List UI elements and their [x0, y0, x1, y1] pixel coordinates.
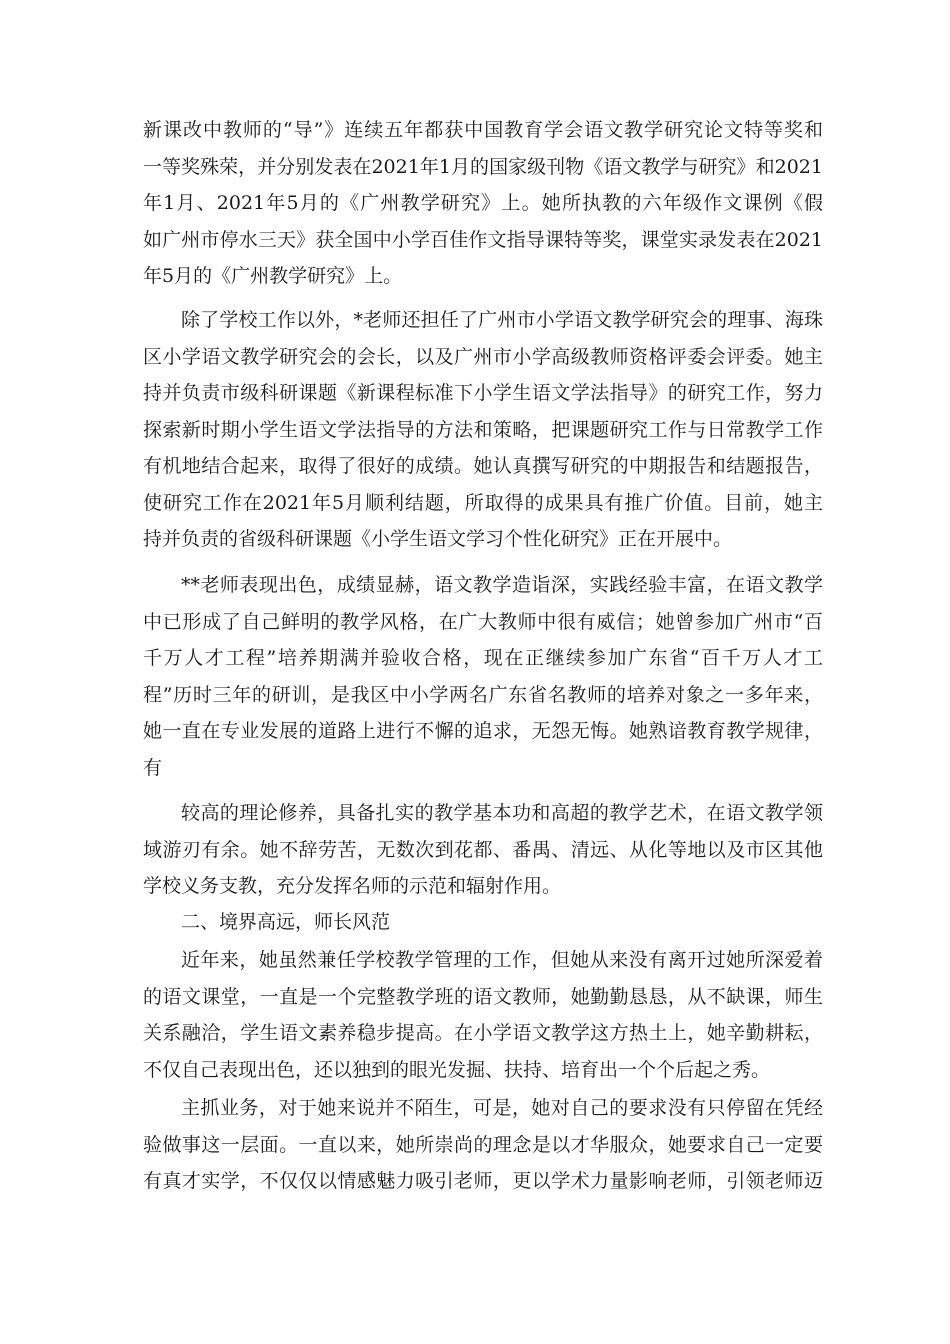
text-line: 关系融洽，学生语文素养稳步提高。在小学语文教学这方热土上，她辛勤耕耘， — [143, 1022, 823, 1044]
text-line: 域游刃有余。她不辞劳苦，无数次到花都、番禺、清远、从化等地以及市区其他 — [143, 838, 823, 861]
text-line: 她一直在专业发展的道路上进行不懈的追求，无怨无悔。她熟谙教育教学规律， — [143, 720, 823, 742]
paragraph-volunteer-teaching — [143, 795, 823, 905]
text-line: 学校义务支教，充分发挥名师的示范和辐射作用。 — [143, 875, 562, 897]
text-line: 有真才实学，不仅仅以情感魅力吸引老师，更以学术力量影响老师，引领老师迈 — [143, 1170, 823, 1192]
text-line: 不仅自己表现出色，还以独到的眼光发掘、扶持、培育出一个个后起之秀。 — [143, 1058, 771, 1081]
section-heading — [143, 904, 823, 941]
text-line: 千万人才工程”培养期满并验收合格，现在正继续参加广东省“百千万人才工 — [143, 647, 823, 669]
text-line: 程”历时三年的研训，是我区中小学两名广东省名教师的培养对象之一多年来， — [143, 683, 823, 706]
text-line: 持并负责市级科研课题《新课程标准下小学生语文学法指导》的研究工作，努力 — [143, 382, 823, 404]
text-line: 的语文课堂，一直是一个完整教学班的语文教师，她勤勤恳恳，从不缺课，师生 — [143, 985, 823, 1008]
text-line: **老师表现出色，成绩显赫，语文教学造诣深，实践经验丰富，在语文教学 — [181, 574, 823, 596]
paragraph-research-roles — [143, 302, 823, 558]
text-line: 验做事这一层面。一直以来，她所崇尚的理念是以才华服众，她要求自己一定要 — [143, 1133, 823, 1156]
paragraph-award-publications — [143, 112, 823, 295]
text-line: 年1月、2021年5月的《广州教学研究》上。她所执教的六年级作文课例《假 — [143, 192, 823, 214]
text-line: 新课改中教师的“导”》连续五年都获中国教育学会语文教学研究论文特等奖和 — [143, 119, 823, 141]
paragraph-academic-leadership — [143, 1090, 823, 1200]
text-line: 有 — [143, 756, 163, 779]
text-line: 除了学校工作以外，*老师还担任了广州市小学语文教学研究会的理事、海珠 — [181, 309, 823, 331]
text-line: 年5月的《广州教学研究》上。 — [143, 265, 403, 287]
text-line: 有机地结合起来，取得了很好的成绩。她认真撰写研究的中期报告和结题报告， — [143, 455, 823, 477]
text-line: 探索新时期小学生语文学法指导的方法和策略，把课题研究工作与日常教学工作 — [143, 418, 823, 441]
text-line: 较高的理论修养，具备扎实的教学基本功和高超的教学艺术，在语文教学领 — [181, 802, 823, 824]
text-line: 主抓业务，对于她来说并不陌生，可是，她对自己的要求没有只停留在凭经 — [181, 1097, 823, 1119]
text-line: 如广州市停水三天》获全国中小学百佳作文指导课特等奖，课堂实录发表在2021 — [143, 228, 823, 251]
text-line: 近年来，她虽然兼任学校教学管理的工作，但她从来没有离开过她所深爱着 — [181, 949, 823, 971]
text-line: 中已形成了自己鲜明的教学风格，在广大教师中很有威信；她曾参加广州市“百 — [143, 610, 823, 633]
text-line: 使研究工作在2021年5月顺利结题，所取得的成果具有推广价值。目前，她主 — [143, 491, 823, 514]
text-line: 区小学语文教学研究会的会长，以及广州市小学高级教师资格评委会评委。她主 — [143, 345, 823, 368]
text-line: 一等奖殊荣，并分别发表在2021年1月的国家级刊物《语文教学与研究》和2021 — [143, 155, 823, 178]
paragraph-classroom-dedication — [143, 942, 823, 1088]
section-heading-text: 二、境界高远，师长风范 — [181, 911, 391, 933]
paragraph-teaching-style — [143, 567, 823, 786]
text-line: 持并负责的省级科研课题《小学生语文学习个性化研究》正在开展中。 — [143, 528, 733, 550]
